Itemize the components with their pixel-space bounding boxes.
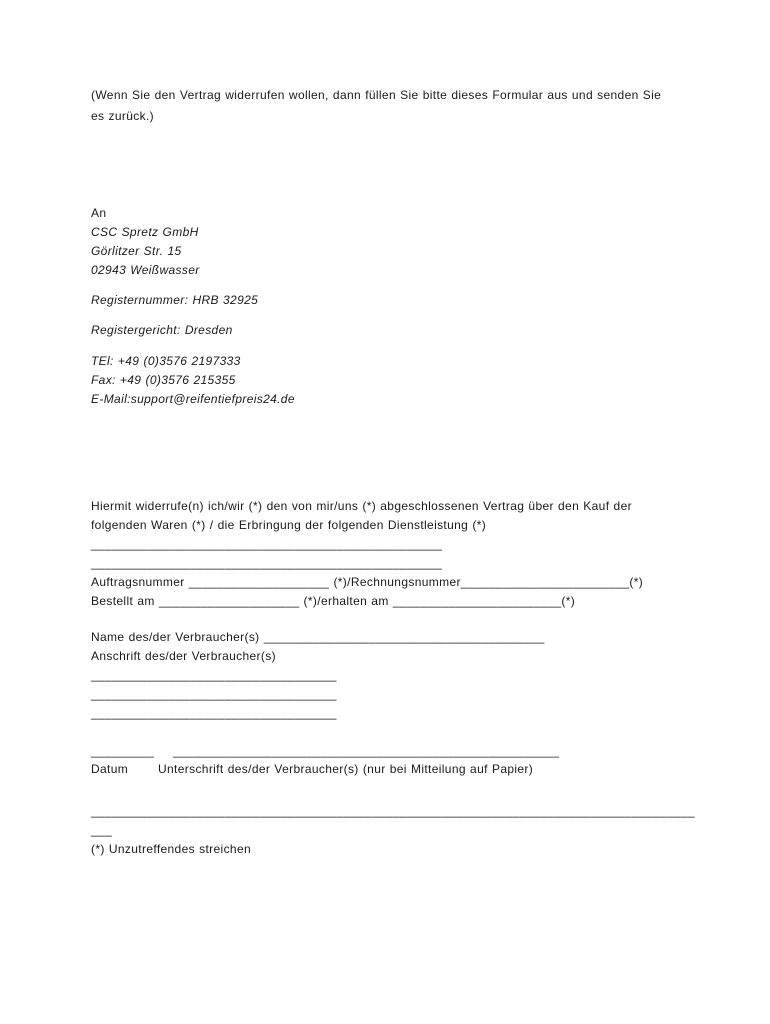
contact-phone: TEl: +49 (0)3576 2197333 xyxy=(91,354,241,368)
footer-note xyxy=(91,802,696,859)
consumer-address-blank-2: ___________________________________ xyxy=(91,687,337,701)
register-court-block xyxy=(91,321,681,340)
recipient-street: Görlitzer Str. 15 xyxy=(91,244,182,258)
statement-line-1: Hiermit widerrufe(n) ich/wir (*) den von mir/uns (*) abgeschlossenen Vertrag über den Kauf der xyxy=(91,499,632,513)
goods-blank-line-2: __________________________________________________ xyxy=(91,556,443,570)
recipient-city: 02943 Weißwasser xyxy=(91,263,200,277)
goods-blank-line-1: __________________________________________________ xyxy=(91,537,443,551)
date-label: Datum xyxy=(91,762,129,776)
intro-line-1: (Wenn Sie den Vertrag widerrufen wollen, dann füllen Sie bitte dieses Formular aus und senden Sie xyxy=(91,88,662,102)
statement-line-2: folgenden Waren (*) / die Erbringung der folgenden Dienstleistung (*) xyxy=(91,518,487,532)
order-number-line: Auftragsnummer ____________________ (*)/Rechnungsnummer________________________(*) xyxy=(91,575,644,589)
recipient-address xyxy=(91,204,681,280)
footer-strike-note: (*) Unzutreffendes streichen xyxy=(91,842,251,856)
intro-paragraph xyxy=(91,85,681,127)
ordered-received-line: Bestellt am ____________________ (*)/erhalten am ________________________(*) xyxy=(91,594,576,608)
register-court: Registergericht: Dresden xyxy=(91,323,233,337)
consumer-address-blank-1: ___________________________________ xyxy=(91,668,337,682)
contact-block xyxy=(91,352,681,409)
register-number: Registernummer: HRB 32925 xyxy=(91,293,259,307)
signature-label: Unterschrift des/der Verbraucher(s) (nur bei Mitteilung auf Papier) xyxy=(158,762,534,776)
register-number-block xyxy=(91,291,681,310)
consumer-details xyxy=(91,628,681,723)
signature-blank-line: _______________________________________________________ xyxy=(173,744,560,758)
footer-rule-2: ___ xyxy=(91,823,113,837)
signature-section xyxy=(91,742,681,782)
recipient-company: CSC Spretz GmbH xyxy=(91,225,199,239)
recipient-an: An xyxy=(91,206,107,220)
consumer-name-line: Name des/der Verbraucher(s) ________________________________________ xyxy=(91,630,545,644)
footer-rule-1: ______________________________________________________________________________________ xyxy=(91,804,696,818)
withdrawal-statement xyxy=(91,497,681,611)
intro-line-2: es zurück.) xyxy=(91,109,155,123)
consumer-address-label: Anschrift des/der Verbraucher(s) xyxy=(91,649,276,663)
consumer-address-blank-3: ___________________________________ xyxy=(91,706,337,720)
contact-email: E-Mail:support@reifentiefpreis24.de xyxy=(91,392,295,406)
date-blank-line: _________ xyxy=(91,744,155,758)
contact-fax: Fax: +49 (0)3576 215355 xyxy=(91,373,236,387)
